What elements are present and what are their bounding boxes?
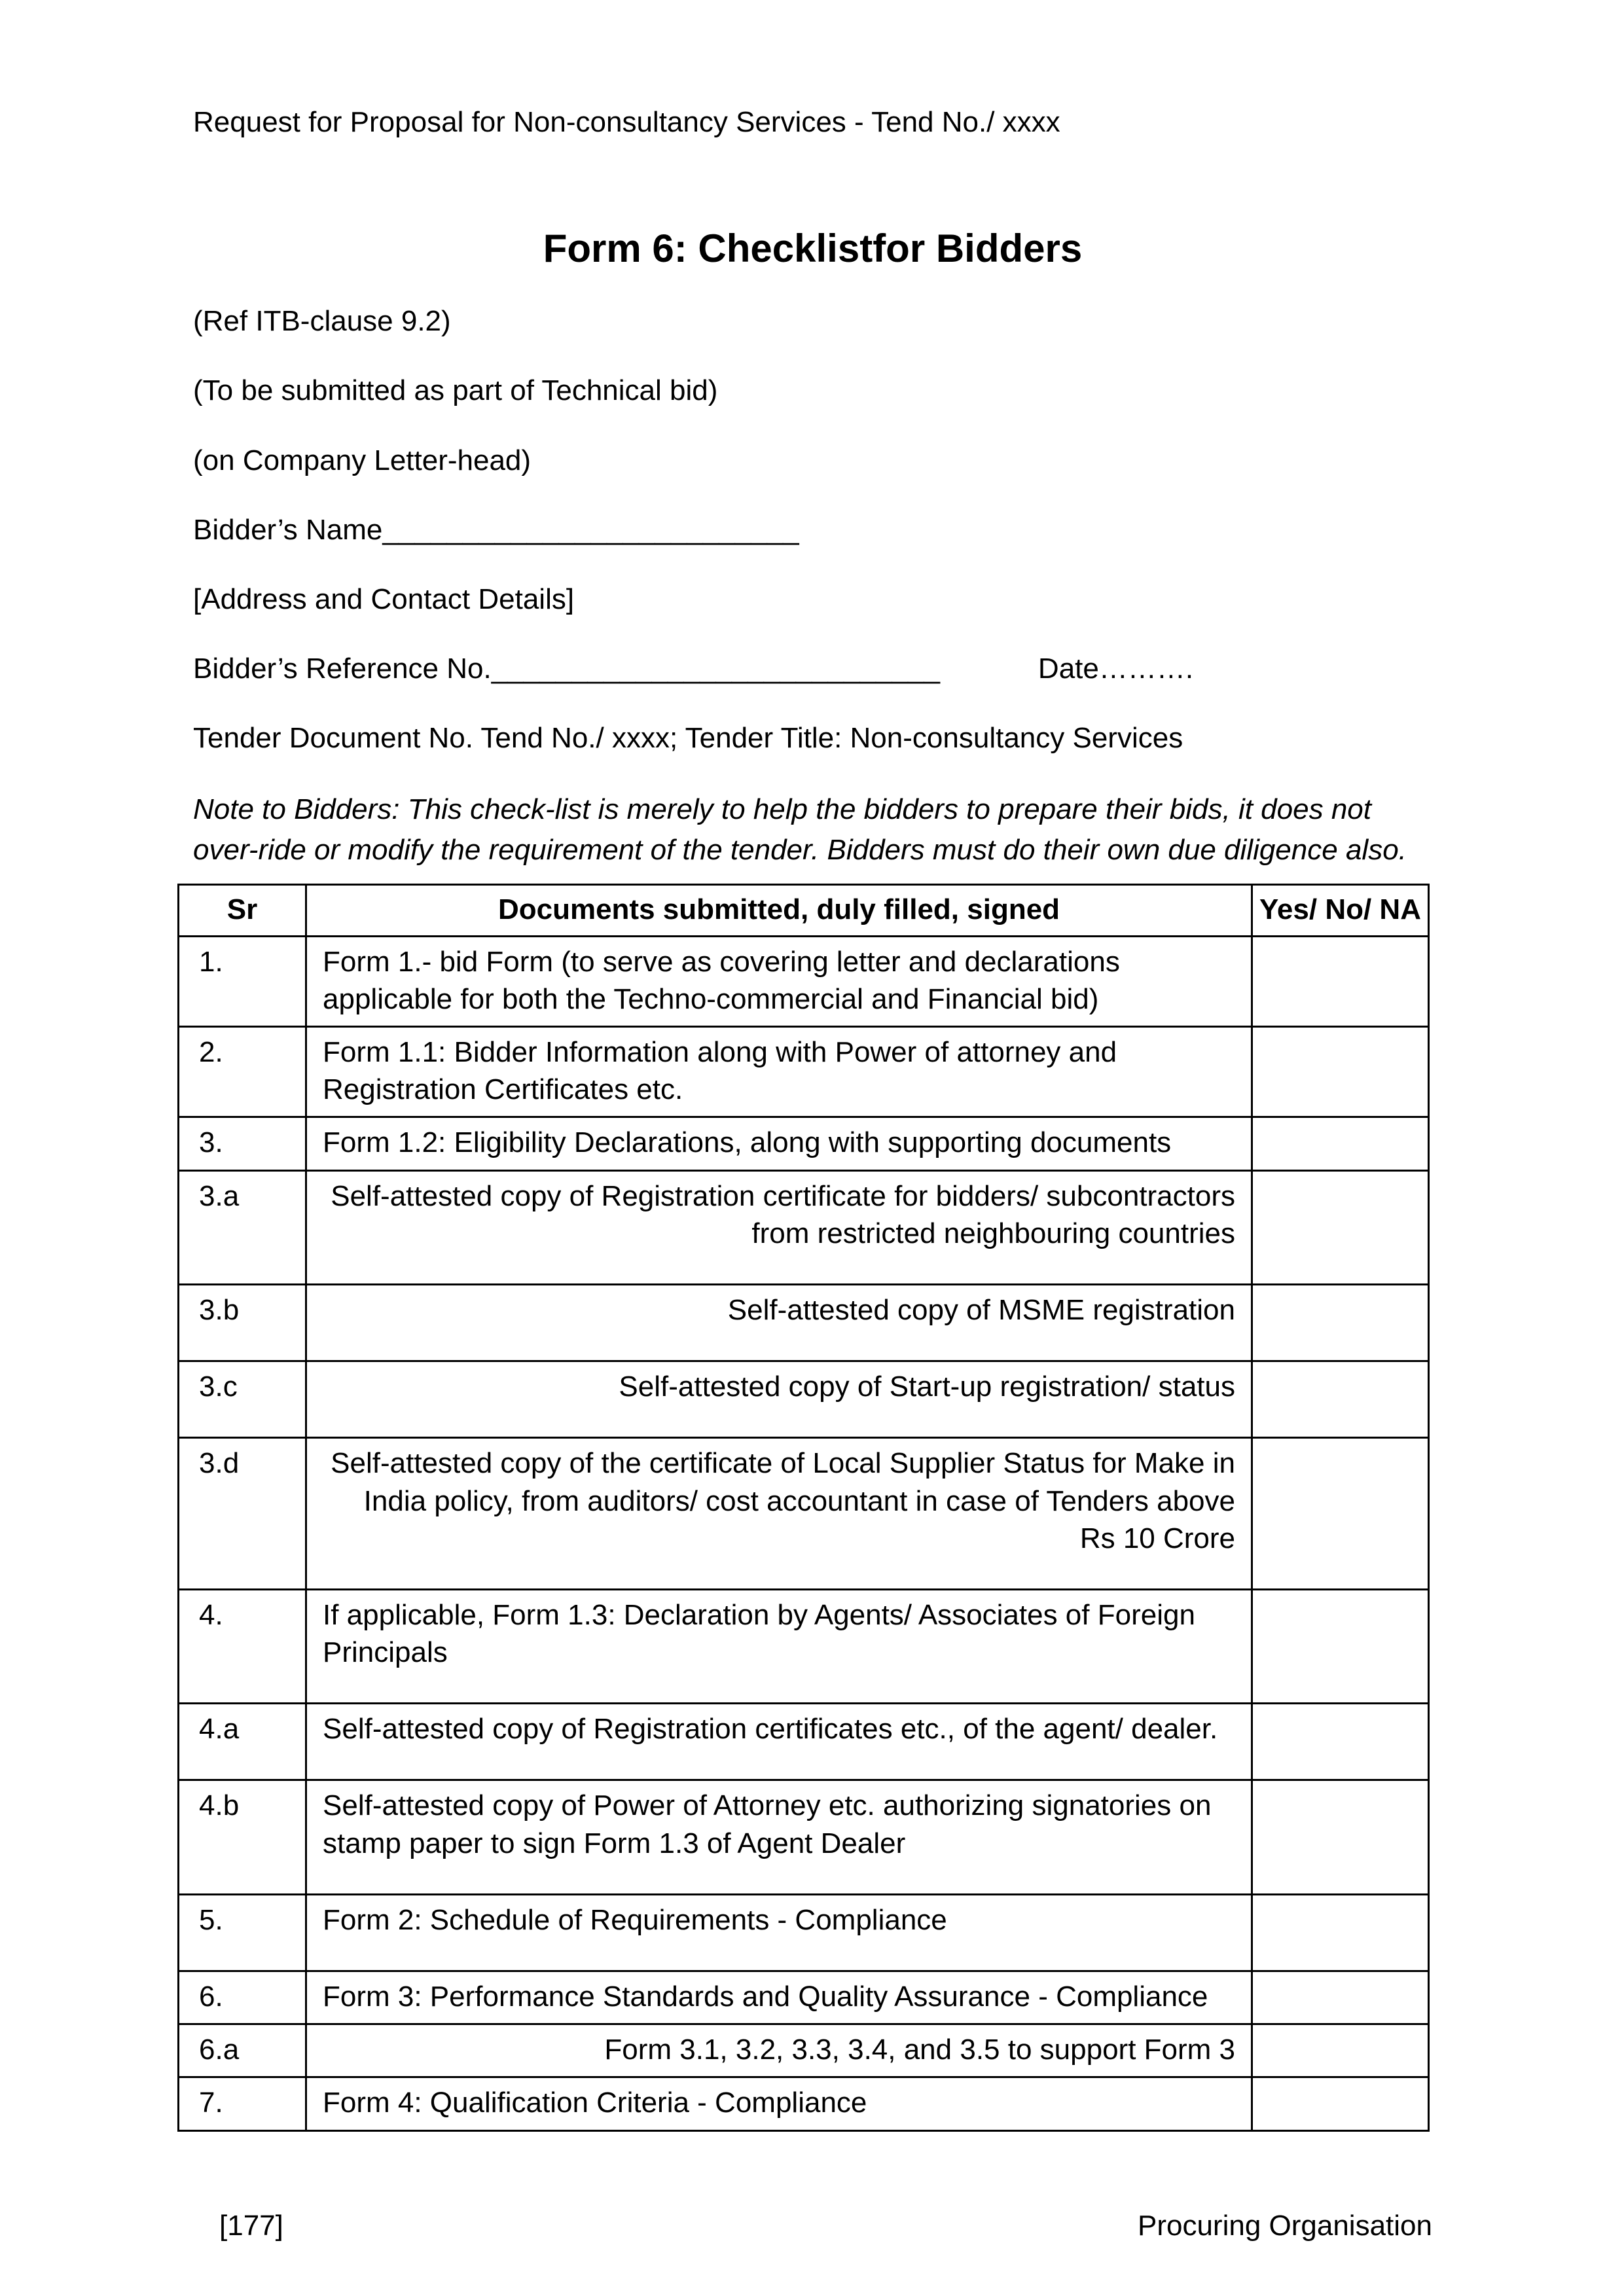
table-row	[179, 2077, 1429, 2130]
row-answer	[1252, 1589, 1429, 1703]
row-sr: 1.	[179, 936, 306, 1026]
row-answer	[1252, 1894, 1429, 1971]
bidder-name-blank: __________________________	[382, 513, 799, 546]
row-answer	[1252, 2024, 1429, 2077]
table-row	[179, 1894, 1429, 1971]
row-sr: 3.c	[179, 1361, 306, 1438]
table-header-row	[179, 885, 1429, 936]
table-row	[179, 1704, 1429, 1780]
table-row	[179, 1780, 1429, 1894]
row-sr: 7.	[179, 2077, 306, 2130]
row-answer	[1252, 1361, 1429, 1438]
note-to-bidders: Note to Bidders: This check-list is merely to help the bidders to prepare their bids, it does not over-ride or modify the requirement of the tender. Bidders must do their own due diligence also.	[193, 793, 1407, 866]
row-doc: Form 1.1: Bidder Information along with Power of attorney and Registration Certificates etc.	[306, 1027, 1252, 1117]
row-sr: 6.a	[179, 2024, 306, 2077]
date-label: Date……….	[1038, 653, 1194, 685]
row-answer	[1252, 2077, 1429, 2130]
row-doc: Form 1.- bid Form (to serve as covering letter and declarations applicable for both the Techno-commercial and Financial bid)	[306, 936, 1252, 1026]
row-doc: Self-attested copy of Registration certificate for bidders/ subcontractors from restricted neighbouring countries	[306, 1170, 1252, 1284]
row-doc: Form 4: Qualification Criteria - Compliance	[306, 2077, 1252, 2130]
row-sr: 4.	[179, 1589, 306, 1703]
table-row	[179, 1438, 1429, 1590]
table-row	[179, 936, 1429, 1026]
row-sr: 3.b	[179, 1284, 306, 1361]
reference-label: Bidder’s Reference No.	[193, 653, 492, 685]
row-answer	[1252, 1027, 1429, 1117]
row-doc: Self-attested copy of Power of Attorney etc. authorizing signatories on stamp paper to sign Form 1.3 of Agent Dealer	[306, 1780, 1252, 1894]
row-doc: Form 1.2: Eligibility Declarations, along with supporting documents	[306, 1117, 1252, 1170]
table-row	[179, 1971, 1429, 2024]
row-answer	[1252, 1438, 1429, 1590]
row-answer	[1252, 936, 1429, 1026]
table-row	[179, 1589, 1429, 1703]
header-yes-no-na: Yes/ No/ NA	[1252, 885, 1429, 936]
row-sr: 4.b	[179, 1780, 306, 1894]
table-row	[179, 1117, 1429, 1170]
row-doc: Form 2: Schedule of Requirements - Compliance	[306, 1894, 1252, 1971]
table-row	[179, 1027, 1429, 1117]
header-documents: Documents submitted, duly filled, signed	[306, 885, 1252, 936]
row-doc: Form 3: Performance Standards and Quality Assurance - Compliance	[306, 1971, 1252, 2024]
row-sr: 2.	[179, 1027, 306, 1117]
table-row	[179, 1361, 1429, 1438]
checklist-table-body	[179, 936, 1429, 2130]
row-sr: 5.	[179, 1894, 306, 1971]
reference-blank: ____________________________	[491, 653, 940, 685]
tender-line: Tender Document No. Tend No./ xxxx; Tender Title: Non-consultancy Services	[193, 722, 1183, 755]
table-row	[179, 2024, 1429, 2077]
header-sr: Sr	[179, 885, 306, 936]
bidder-name-label: Bidder’s Name	[193, 513, 383, 546]
submission-note: (To be submitted as part of Technical bid)	[193, 374, 718, 407]
ref-clause: (Ref ITB-clause 9.2)	[193, 305, 451, 338]
row-doc: Self-attested copy of Registration certificates etc., of the agent/ dealer.	[306, 1704, 1252, 1780]
footer-organisation: Procuring Organisation	[1137, 2210, 1432, 2242]
row-sr: 3.a	[179, 1170, 306, 1284]
row-answer	[1252, 1284, 1429, 1361]
checklist-table	[177, 884, 1430, 2131]
row-doc: If applicable, Form 1.3: Declaration by Agents/ Associates of Foreign Principals	[306, 1589, 1252, 1703]
bidder-name-line	[193, 511, 1432, 548]
row-answer	[1252, 1704, 1429, 1780]
row-answer	[1252, 1971, 1429, 2024]
row-doc: Self-attested copy of the certificate of Local Supplier Status for Make in India policy, from auditors/ cost accountant in case of Tenders above Rs 10 Crore	[306, 1438, 1252, 1590]
row-doc: Form 3.1, 3.2, 3.3, 3.4, and 3.5 to support Form 3	[306, 2024, 1252, 2077]
table-row	[179, 1284, 1429, 1361]
letterhead-note: (on Company Letter-head)	[193, 444, 532, 476]
row-sr: 3.d	[179, 1438, 306, 1590]
address-line: [Address and Contact Details]	[193, 583, 575, 615]
footer-page-number: [177]	[219, 2210, 283, 2242]
row-sr: 4.a	[179, 1704, 306, 1780]
row-answer	[1252, 1780, 1429, 1894]
row-doc: Self-attested copy of MSME registration	[306, 1284, 1252, 1361]
running-header: Request for Proposal for Non-consultancy Services - Tend No./ xxxx	[193, 106, 1060, 138]
row-sr: 3.	[179, 1117, 306, 1170]
row-sr: 6.	[179, 1971, 306, 2024]
row-answer	[1252, 1170, 1429, 1284]
table-row	[179, 1170, 1429, 1284]
row-doc: Self-attested copy of Start-up registration/ status	[306, 1361, 1252, 1438]
page-footer	[193, 2207, 1432, 2244]
form-title: Form 6: Checklistfor Bidders	[543, 226, 1083, 271]
row-answer	[1252, 1117, 1429, 1170]
reference-line	[193, 650, 1432, 687]
